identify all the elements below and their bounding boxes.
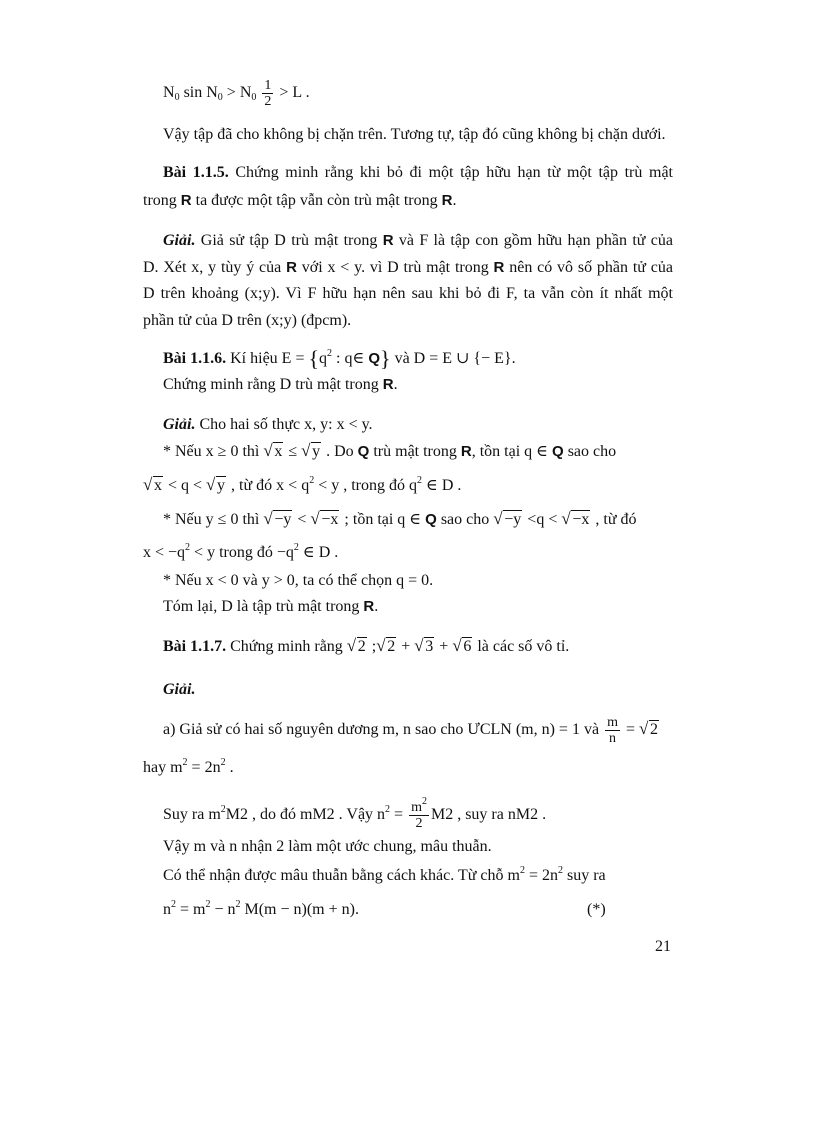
exercise-1-1-6-cont: Chứng minh rằng D trù mật trong R. — [163, 376, 398, 393]
sqrt-y: √ y — [206, 476, 226, 496]
solution-1-1-5-line3: D trên khoảng (x;y). Vì F hữu hạn nên sau khi bỏ đi F, ta vẫn còn ít nhất một — [143, 285, 673, 302]
solution-1-1-6-line4: * Nếu y ≤ 0 thì √ −y < √ −x ; tồn tại q ∈ Q sao cho √ −y <q < √ −x , từ đó — [163, 510, 637, 530]
solution-1-1-6-line7: Tóm lại, D là tập trù mật trong R. — [163, 598, 379, 615]
solution-1-1-7-suyra: Suy ra $m^2M2$ , do đó mM2 . Vậy $n^2$ = $\frac{m^2}{2}$ M2 , suy ra nM2 . — [163, 796, 547, 831]
solution-1-1-6-line1: Giải. Cho hai số thực x, y: x < y. — [163, 416, 373, 433]
sqrt-neg-x: √ −x — [561, 510, 590, 530]
page-number: 21 — [655, 938, 671, 955]
equation-label-star: (*) — [587, 901, 606, 918]
sqrt-6: √ 6 — [452, 637, 472, 657]
solution-1-1-6-line2: * Nếu x ≥ 0 thì √ x ≤ √ y . Do Q trù mật trong R, tồn tại q ∈ Q sao cho — [163, 442, 616, 462]
solution-1-1-7-a: a) Giả sử có hai số nguyên dương m, n sao cho ƯCLN (m, n) = 1 và $\frac{m}{n}$ = √ 2 — [163, 715, 660, 746]
solution-1-1-5-line4: phần tử của D trên (x;y) (đpcm). — [143, 312, 352, 329]
sqrt-neg-y: √ −y — [493, 510, 522, 530]
solution-1-1-6-line5: $x < -q^2 < y$ trong đó $-q^2$ ∈ D . — [143, 542, 339, 561]
sqrt-x: √ x — [143, 476, 163, 496]
solution-1-1-7-vay: Vậy m và n nhận 2 làm một ước chung, mâu thuẫn. — [163, 838, 492, 855]
solution-1-1-7-hay: hay $m^2 = 2n^2$ . — [143, 757, 234, 776]
sqrt-y: √ y — [301, 442, 321, 462]
sqrt-x: √ x — [263, 442, 283, 462]
exercise-1-1-7: Bài 1.1.7. Chứng minh rằng √ 2 ;√ 2 + √ 3 + √ 6 là các số vô tỉ. — [163, 637, 569, 657]
solution-1-1-5-line2: D. Xét x, y tùy ý của R với x < y. vì D trù mật trong R nên có vô số phần tử của — [143, 259, 673, 276]
sqrt-neg-x: √ −x — [310, 510, 339, 530]
sqrt-neg-y: √ −y — [263, 510, 292, 530]
fraction-one-half: $\frac{1}{2}$ — [264, 78, 272, 109]
solution-1-1-7-cothe: Có thể nhận được mâu thuẫn bằng cách khác. Từ chỗ $m^2 = 2n^2$ suy ra — [163, 865, 606, 884]
conclusion-paragraph: Vậy tập đã cho không bị chặn trên. Tương tự, tập đó cũng không bị chặn dưới. — [163, 126, 666, 143]
inequality-line: $N_0$ $\sin N_0 > N_0$ $\frac{1}{2}$ > L . — [163, 78, 310, 109]
fraction-m2-over-2: $\frac{m^2}{2}$ — [411, 796, 427, 831]
sqrt-3: √ 3 — [414, 637, 434, 657]
exercise-1-1-5: Bài 1.1.5. Chứng minh rằng khi bỏ đi một tập hữu hạn từ một tập trù mật — [163, 164, 673, 181]
fraction-m-over-n: $\frac{m}{n}$ — [607, 715, 618, 746]
sqrt-2: √ 2 — [347, 637, 367, 657]
solution-1-1-7-label: Giải. — [163, 681, 196, 698]
exercise-1-1-6: Bài 1.1.6. Kí hiệu $E = \{q^2$ : q∈ Q} và D = E ∪ {− E}. — [163, 346, 516, 371]
solution-1-1-7-equation: $n^2 = m^2 - n^2$ M(m − n)(m + n). — [163, 899, 359, 918]
solution-1-1-6-line6: * Nếu x < 0 và y > 0, ta có thể chọn q = 0. — [163, 572, 434, 589]
solution-1-1-5-line1: Giải. Giả sử tập D trù mật trong R và F là tập con gồm hữu hạn phần tử của — [163, 232, 673, 249]
exercise-1-1-5-cont: trong R ta được một tập vẫn còn trù mật trong R. — [143, 192, 457, 209]
solution-1-1-6-line3: √ x < q < √ y , từ đó $x < q^2 < y$ , trong đó $q^2$ ∈ D . — [143, 476, 461, 496]
sqrt-2: √ 2 — [376, 637, 396, 657]
sqrt-2: √ 2 — [639, 720, 659, 740]
